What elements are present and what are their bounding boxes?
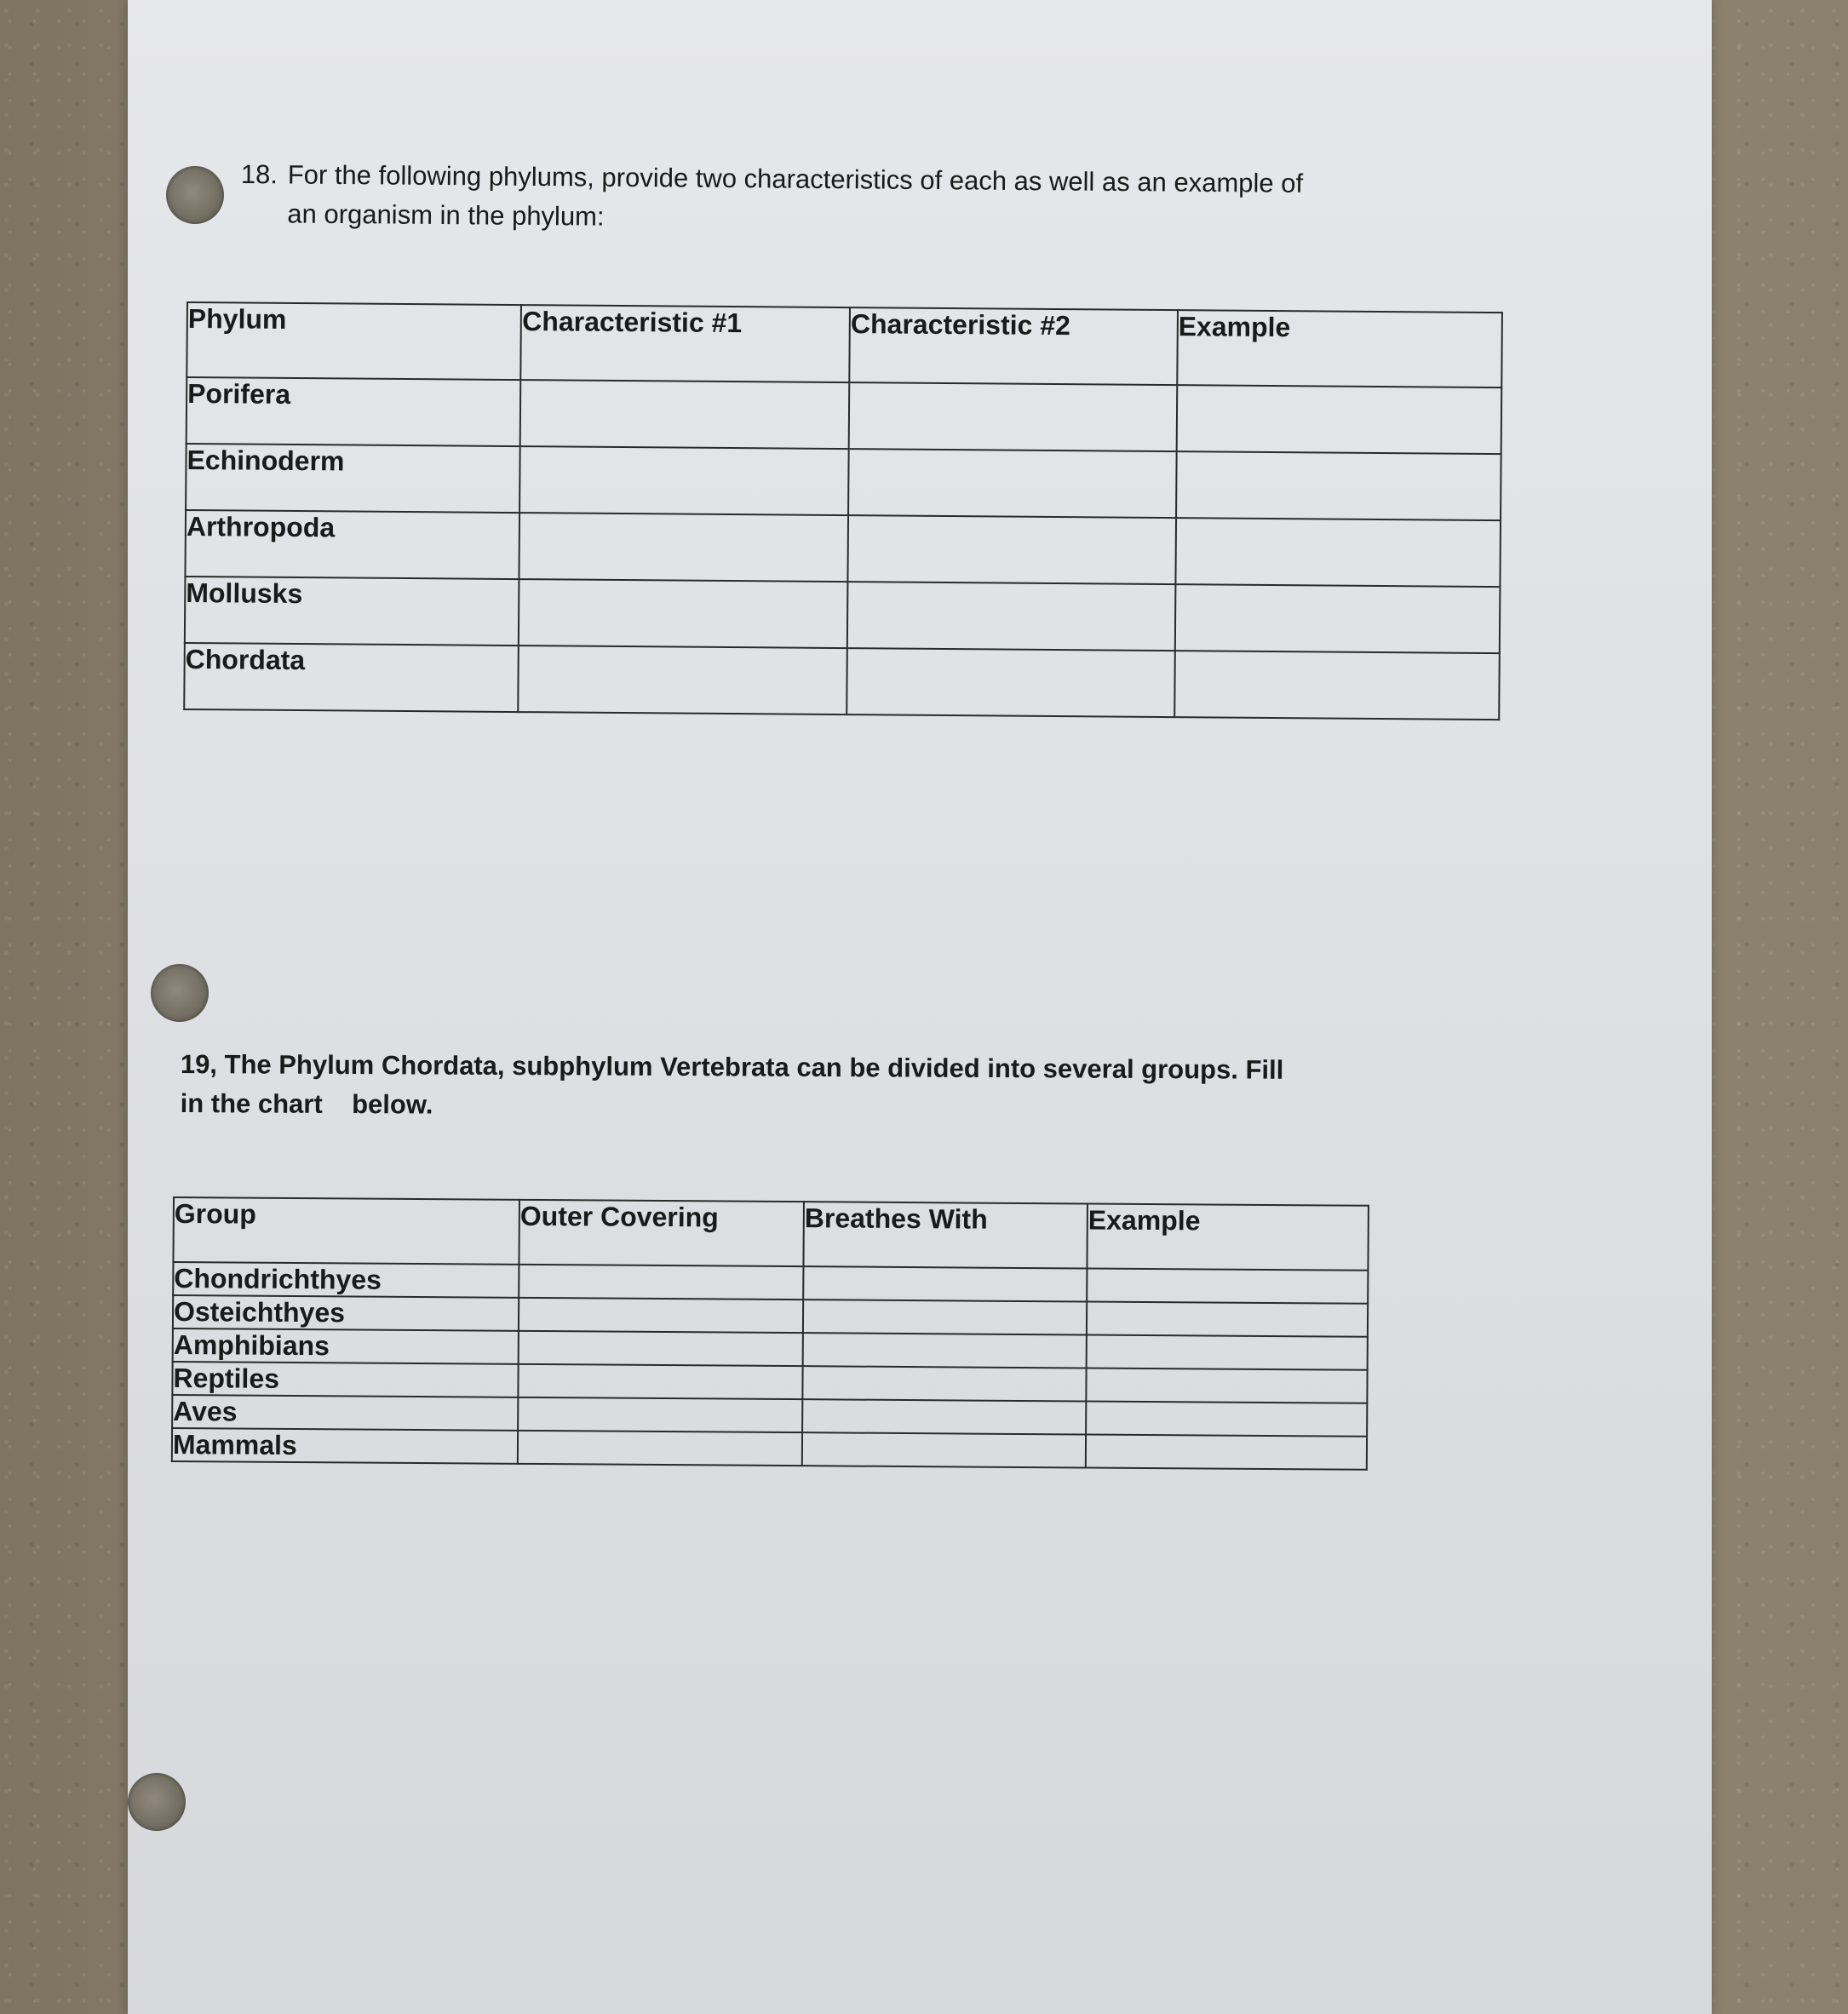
blank-cell[interactable] (1174, 651, 1500, 720)
blank-cell[interactable] (848, 449, 1176, 518)
blank-cell[interactable] (519, 646, 847, 714)
blank-cell[interactable] (849, 382, 1177, 451)
blank-cell[interactable] (519, 579, 847, 648)
blank-cell[interactable] (519, 513, 848, 582)
column-header-example: Example (1087, 1203, 1369, 1270)
blank-cell[interactable] (848, 515, 1176, 584)
blank-cell[interactable] (847, 648, 1174, 717)
row-label-arthropoda: Arthropoda (185, 510, 519, 579)
row-label-echinoderm: Echinoderm (186, 444, 520, 513)
blank-cell[interactable] (1086, 1434, 1367, 1469)
question-19 (181, 1045, 1458, 1130)
blank-cell[interactable] (518, 1431, 802, 1466)
blank-cell[interactable] (1086, 1401, 1367, 1436)
blank-cell[interactable] (803, 1266, 1087, 1301)
row-label-mammals: Mammals (172, 1428, 518, 1464)
blank-cell[interactable] (1176, 451, 1501, 520)
vertebrate-groups-table (171, 1196, 1369, 1471)
table-row (187, 377, 1502, 454)
blank-cell[interactable] (1175, 518, 1501, 587)
phylum-table (183, 301, 1503, 720)
row-label-osteichthyes: Osteichthyes (173, 1295, 519, 1331)
column-header-group: Group (173, 1197, 519, 1265)
column-header-characteristic-2: Characteristic #2 (849, 307, 1177, 385)
column-header-example: Example (1177, 310, 1502, 387)
question-18 (240, 155, 1476, 244)
table-row (185, 510, 1501, 587)
punch-hole (166, 166, 224, 224)
blank-cell[interactable] (519, 1298, 803, 1333)
blank-cell[interactable] (520, 380, 849, 449)
column-header-breathes-with: Breathes With (803, 1202, 1088, 1268)
blank-cell[interactable] (1087, 1334, 1368, 1369)
blank-cell[interactable] (519, 1265, 803, 1300)
blank-cell[interactable] (518, 1397, 802, 1432)
blank-cell[interactable] (1175, 584, 1501, 653)
blank-cell[interactable] (803, 1333, 1087, 1368)
column-header-outer-covering: Outer Covering (519, 1200, 804, 1266)
blank-cell[interactable] (1176, 385, 1501, 454)
blank-cell[interactable] (847, 582, 1175, 651)
table-row (184, 643, 1500, 720)
question-text-line-2: in the chart below. (180, 1087, 433, 1120)
row-label-reptiles: Reptiles (172, 1362, 518, 1397)
table-row (185, 577, 1501, 653)
blank-cell[interactable] (802, 1432, 1086, 1467)
row-label-amphibians: Amphibians (173, 1328, 519, 1364)
row-label-mollusks: Mollusks (185, 577, 519, 646)
blank-cell[interactable] (520, 446, 849, 515)
column-header-phylum: Phylum (187, 302, 521, 380)
blank-cell[interactable] (803, 1300, 1087, 1334)
table-row (186, 444, 1501, 520)
row-label-porifera: Porifera (187, 377, 521, 446)
blank-cell[interactable] (1087, 1268, 1368, 1303)
question-number: 18. (240, 158, 278, 190)
punch-hole (128, 1773, 186, 1831)
blank-cell[interactable] (518, 1364, 802, 1399)
question-text-line-2: an organism in the phylum: (287, 198, 605, 232)
punch-hole (151, 964, 209, 1022)
row-label-chordata: Chordata (184, 643, 519, 712)
table-header-row (173, 1197, 1368, 1271)
blank-cell[interactable] (1087, 1301, 1368, 1336)
blank-cell[interactable] (802, 1399, 1086, 1434)
blank-cell[interactable] (519, 1331, 803, 1366)
row-label-chondrichthyes: Chondrichthyes (173, 1262, 519, 1298)
blank-cell[interactable] (1086, 1368, 1367, 1403)
blank-cell[interactable] (802, 1366, 1086, 1401)
question-text-line-1: For the following phylums, provide two characteristics of each as well as an example of (287, 159, 1304, 198)
question-text-line-1: 19, The Phylum Chordata, subphylum Vertebrata can be divided into several groups. Fill (180, 1048, 1284, 1085)
row-label-aves: Aves (172, 1395, 518, 1431)
table-header-row (187, 302, 1502, 387)
column-header-characteristic-1: Characteristic #1 (521, 305, 850, 382)
